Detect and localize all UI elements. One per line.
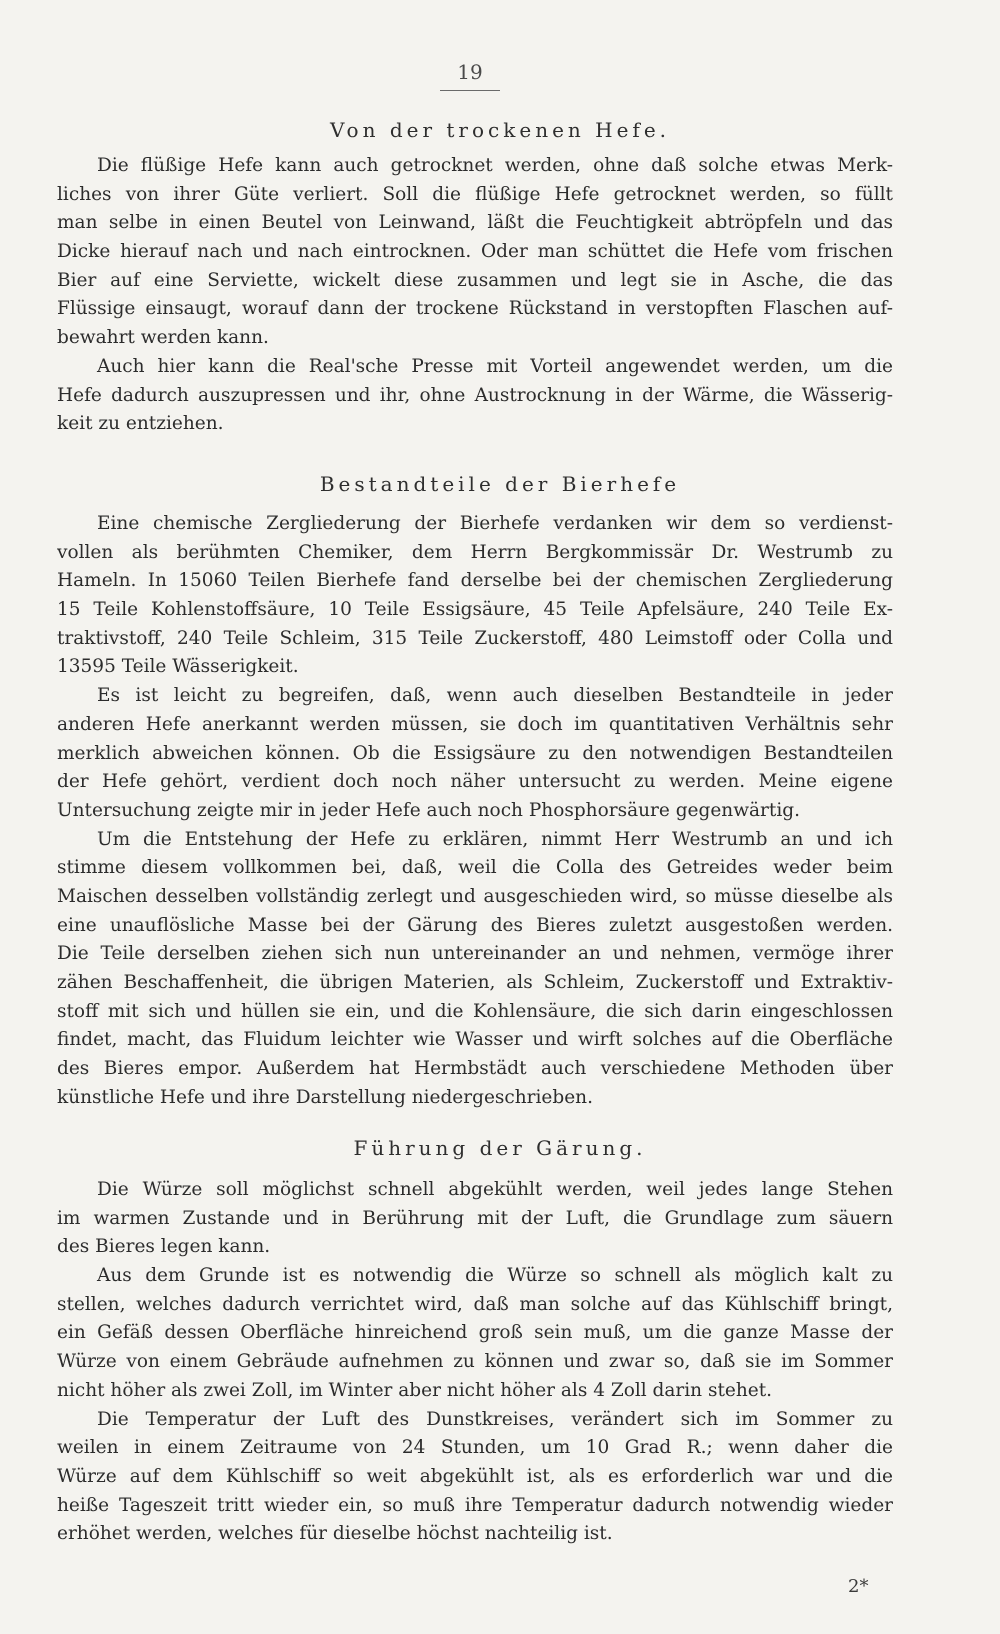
text-line: Die Teile derselben ziehen sich nun untereinander an und nehmen, vermöge ihrer <box>57 943 893 965</box>
text-line: Hefe dadurch auszupressen und ihr, ohne Austrocknung in der Wärme, die Wässerig- <box>57 384 893 406</box>
text-line: zähen Beschaffenheit, die übrigen Materien, als Schleim, Zuckerstoff und Extraktiv- <box>57 972 893 993</box>
text-line: 13595 Teile Wässerigkeit. <box>57 656 299 678</box>
text-line: künstliche Hefe und ihre Darstellung niedergeschrieben. <box>57 1086 593 1108</box>
page-number: 19 <box>457 60 483 84</box>
section-body <box>57 510 893 1112</box>
text-line: weilen in einem Zeitraume von 24 Stunden, um 10 Grad R.; wenn daher die <box>57 1437 893 1459</box>
text-line: ein Gefäß dessen Oberfläche hinreichend groß sein muß, um die ganze Masse der <box>57 1322 893 1344</box>
text-line: Die Temperatur der Luft des Dunstkreises, verändert sich im Sommer zu <box>97 1408 893 1430</box>
text-line: im warmen Zustande und in Berührung mit der Luft, die Grundlage zum säuern <box>57 1207 893 1229</box>
text-line: Um die Entstehung der Hefe zu erklären, nimmt Herr Westrumb an und ich <box>97 828 893 850</box>
text-line: Würze auf dem Kühlschiff so weit abgekühlt ist, als es erforderlich war und die <box>57 1465 893 1487</box>
text-line: Maischen desselben vollständig zerlegt und ausgeschieden wird, so müsse dieselbe als <box>57 885 893 907</box>
text-line: traktivstoff, 240 Teile Schleim, 315 Teile Zuckerstoff, 480 Leimstoff oder Colla und <box>57 627 893 649</box>
text-line: Auch hier kann die Real'sche Presse mit Vorteil angewendet werden, um die <box>97 355 893 377</box>
text-line: stimme diesem vollkommen bei, daß, weil die Colla des Getreides weder beim <box>57 857 893 879</box>
section-body <box>57 1176 893 1549</box>
section-heading: Bestandteile der Bierhefe <box>319 472 681 496</box>
text-line: Hameln. In 15060 Teilen Bierhefe fand derselbe bei der chemischen Zergliederung <box>57 570 893 592</box>
text-line: 15 Teile Kohlenstoffsäure, 10 Teile Essigsäure, 45 Teile Apfelsäure, 240 Teile Ex- <box>57 599 893 621</box>
text-line: Würze von einem Gebräude aufnehmen zu können und zwar so, daß sie im Sommer <box>57 1351 893 1373</box>
text-line: stellen, welches dadurch verrichtet wird, daß man solche auf das Kühlschiff bringt, <box>57 1293 893 1315</box>
text-line: heiße Tageszeit tritt wieder ein, so muß ihre Temperatur dadurch notwendig wieder <box>57 1494 893 1516</box>
text-line: Bier auf eine Serviette, wickelt diese zusammen und legt sie in Asche, die das <box>57 269 893 291</box>
text-line: Die Würze soll möglichst schnell abgekühlt werden, weil jedes lange Stehen <box>97 1179 893 1200</box>
text-line: man selbe in einen Beutel von Leinwand, läßt die Feuchtigkeit abtröpfeln und das <box>57 212 893 234</box>
text-line: der Hefe gehört, verdient doch noch näher untersucht zu werden. Meine eigene <box>57 771 893 793</box>
text-line: keit zu entziehen. <box>57 413 224 435</box>
text-line: Die flüßige Hefe kann auch getrocknet werden, ohne daß solche etwas Merk- <box>97 155 893 176</box>
signature-mark: 2* <box>848 1576 869 1597</box>
text-line: Flüssige einsaugt, worauf dann der trockene Rückstand in verstopften Flaschen auf- <box>57 298 893 320</box>
text-line: nicht höher als zwei Zoll, im Winter aber nicht höher als 4 Zoll darin stehet. <box>57 1379 773 1401</box>
text-line: anderen Hefe anerkannt werden müssen, sie doch im quantitativen Verhältnis sehr <box>57 713 893 735</box>
section-heading: Von der trockenen Hefe. <box>329 118 671 142</box>
text-line: eine unauflösliche Masse bei der Gärung des Bieres zuletzt ausgestoßen werden. <box>57 914 893 936</box>
text-line: merklich abweichen können. Ob die Essigsäure zu den notwendigen Bestandteilen <box>57 742 893 764</box>
page-number-rule <box>440 90 500 91</box>
text-line: bewahrt werden kann. <box>57 327 269 349</box>
text-line: liches von ihrer Güte verliert. Soll die flüßige Hefe getrocknet werden, so füllt <box>57 183 893 205</box>
section-heading: Führung der Gärung. <box>353 1136 647 1160</box>
text-line: des Bieres empor. Außerdem hat Hermbstädt auch verschiedene Methoden über <box>57 1058 893 1080</box>
text-line: Es ist leicht zu begreifen, daß, wenn auch dieselben Bestandteile in jeder <box>97 685 893 707</box>
text-line: des Bieres legen kann. <box>57 1236 271 1258</box>
text-line: findet, macht, das Fluidum leichter wie Wasser und wirft solches auf die Oberfläche <box>57 1029 893 1051</box>
text-line: Untersuchung zeigte mir in jeder Hefe auch noch Phosphorsäure gegenwärtig. <box>57 799 800 821</box>
text-line: erhöhet werden, welches für dieselbe höchst nachteilig ist. <box>57 1523 613 1545</box>
text-line: Aus dem Grunde ist es notwendig die Würze so schnell als möglich kalt zu <box>97 1265 893 1287</box>
text-line: Eine chemische Zergliederung der Bierhefe verdanken wir dem so verdienst- <box>97 513 893 534</box>
text-line: vollen als berühmten Chemiker, dem Herrn Bergkommissär Dr. Westrumb zu <box>57 541 893 563</box>
text-line: Dicke hierauf nach und nach eintrocknen. Oder man schüttet die Hefe vom frischen <box>57 241 893 263</box>
section-body <box>57 152 893 439</box>
text-line: stoff mit sich und hüllen sie ein, und die Kohlensäure, die sich darin eingeschlossen <box>57 1000 893 1022</box>
